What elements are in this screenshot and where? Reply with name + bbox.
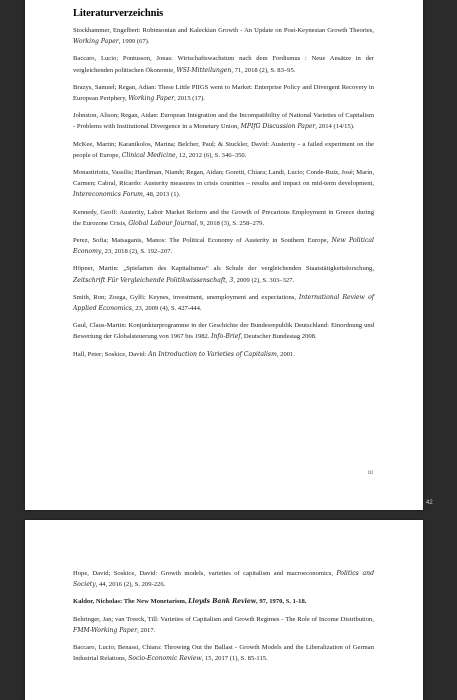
entry-source: Clinical Medicine [121,151,176,159]
bibliography-entry [73,235,374,257]
entry-details: , 71, 2018 (2), S. 83–95. [231,66,296,74]
bibliography-entry [73,110,374,132]
bibliography-entry [73,207,374,229]
bibliography-list [73,568,374,664]
bibliography-entry [73,139,374,161]
entry-text: Perez, Sofia; Matsaganis, Manos: The Political Economy of Austerity in Southern Europe, [73,237,332,245]
entry-source: Zeitschrift Für Vergleichende Politikwissenschaft, 3 [73,276,234,284]
bibliography-entry [73,596,374,607]
entry-text: Kaldor, Nicholas: The New Monetarism, [73,598,189,606]
entry-details: , 44, 2016 (2), S. 209-226. [95,581,166,589]
bibliography-entry [73,642,374,664]
entry-text: Behringer, Jan; van Treeck, Till: Varieties of Capitalism and Growth Regimes - The Role of Income Distribution, [73,615,374,623]
entry-text: Hall, Peter; Soskice, David: [73,350,149,358]
bibliography-entry [73,25,374,47]
entry-text: Johnston, Alison; Regan, Aidan: European Integration and the Incompatibility of National Varieties of Capitalism - Problems with Institutional Divergence in a Monetary Union, [73,112,374,131]
entry-text: Stockhammer, Engelbert: Robinsonian and Kaleckian Growth - An Update on Post-Keynesian Growth Theories, [73,27,374,34]
entry-details: , 23, 2018 (2), S. 192–207. [101,248,173,256]
entry-source: Info-Brief [211,333,241,341]
entry-text: Hope, David; Soskice, David: Growth models, varieties of capitalism and macroeconomics, [73,570,337,577]
scrollbar[interactable] [451,0,457,686]
entry-details: , 1999 (67). [118,38,150,46]
entry-source: WSI-Mitteilungen [176,66,232,74]
entry-details: , 97, 1970, S. 1-18. [256,598,307,606]
bibliography-entry [73,614,374,636]
entry-details: , 2014 (14/15). [315,123,355,131]
entry-text: Baccaro, Lucio; Benassi, Chiara: Throwing Out the Ballast - Growth Models and the Liberalization of German Industrial Relations, [73,644,374,663]
entry-source: Lloyds Bank Review [188,598,257,606]
bibliography-entry [73,349,374,360]
entry-text: Höpner, Martin: „Spielarten des Kapitalismus“ als Schule der vergleichenden Staatstätigkeitsforschung, [73,265,374,273]
roman-page-number: iii [367,470,373,476]
entry-text: Kennedy, Geoff: Austerity, Labor Market Reform and the Growth of Precarious Employment in Greece during the Eurozone Crisis, [73,208,374,227]
entry-text: Baccaro, Lucio; Pontusson, Jonas: Wirtschaftswachstum nach dem Fordismus : Neue Ansätze in der vergleichenden politischen Ökonomie, [73,55,374,74]
bibliography-entry [73,320,374,342]
entry-text: Gaul, Claus-Martin: Konjunkturprogramme in der Geschichte der Bundesrepublik Deutschland: Einordnung und Bewertung der Globalsteuerung von 1967 bis 1982. [73,322,374,341]
entry-source: Working Paper [73,38,119,46]
bibliography-list [73,25,374,360]
document-page-1 [25,0,423,510]
entry-source: Global Labour Journal [128,219,197,227]
entry-details: , 2009 (2), S. 303–327. [233,276,295,284]
entry-details: , 2017. [137,626,156,634]
entry-text: Smith, Ron; Zoega, Gylfi: Keynes, investment, unemployment and expectations, [73,293,299,301]
entry-details: , 23, 2009 (4), S. 427-444. [131,305,202,313]
bibliography-heading: Literaturverzeichnis [73,8,164,19]
bibliography-entry [73,53,374,75]
entry-details: , 15, 2017 (1), S. 85-115. [201,655,268,663]
entry-details: , 12, 2012 (6), S. 346–350. [175,151,247,159]
entry-text: McKee, Martin; Karanikolos, Marina; Belcher, Paul; & Stuckler, David: Austerity - a failed experiment on the people of Europe, [73,140,374,159]
document-page-2 [25,520,423,700]
entry-text: Monastiriotis, Vassilis; Hardiman, Niamh; Regan, Aidan; Goretti, Chiara; Landi, Lucio; Conde-Ruiz, José; Marín, Carmen; Cabral, Ricardo: Austerity measures in crisis countries – results and impact on mid-term development, [73,169,374,188]
entry-source: International Review of Applied Economics [73,293,374,313]
page-counter: 42 [426,500,433,506]
entry-source: New Political Economy [73,237,374,256]
entry-source: MPIfG Discussion Paper [240,123,316,131]
bibliography-entry [73,292,374,314]
entry-source: Intereconomics Forum [73,191,143,199]
entry-source: Socio-Economic Review [128,655,202,663]
entry-source: Politics and Society [73,570,374,589]
entry-source: FMM-Working Paper [73,626,138,634]
entry-details: , 48, 2013 (1). [142,191,181,199]
entry-source: An Introduction to Varieties of Capitalism [148,350,277,358]
entry-details: , Deutscher Bundestag 2008. [240,333,317,341]
entry-text: Brazys, Samuel; Regan, Adian: These Little PIIGS went to Market: Enterprise Policy and Divergent Recovery in European Periphery, [73,83,374,103]
bibliography-entry [73,82,374,104]
entry-details: , 2015 (17). [174,95,205,103]
entry-source: Working Paper [128,95,175,103]
bibliography-entry [73,568,374,590]
bibliography-entry [73,263,374,285]
entry-details: , 9, 2018 (3), S. 258–279. [196,219,265,227]
entry-details: , 2001. [276,350,295,358]
bibliography-entry [73,167,374,201]
